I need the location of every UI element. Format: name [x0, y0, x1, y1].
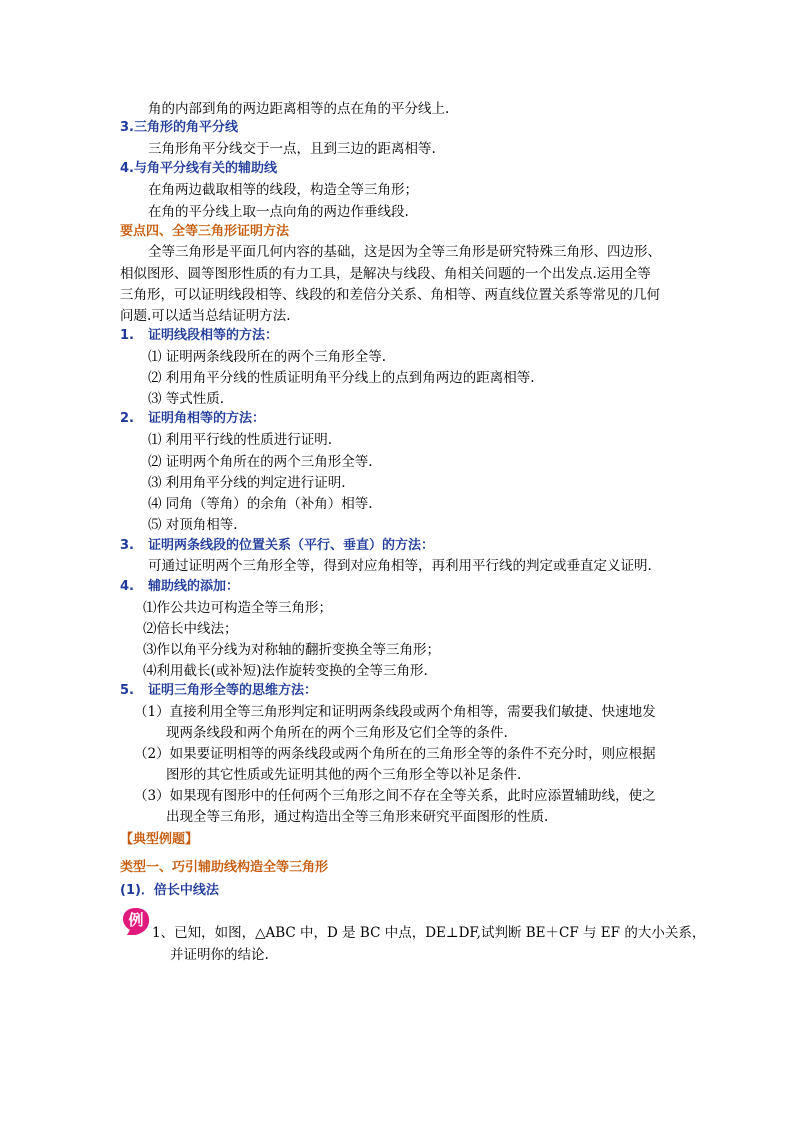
- type-heading: 类型一、巧引辅助线构造全等三角形: [120, 860, 329, 875]
- list-item: ⑸ 对顶角相等.: [148, 517, 238, 533]
- example-badge-icon: [121, 906, 151, 936]
- method-heading: 证明线段相等的方法：: [148, 328, 279, 343]
- paragraph-line: 相似图形、圆等图形性质的有力工具，是解决与线段、角相关问题的一个出发点.运用全等: [120, 266, 651, 282]
- list-item: ⑵ 利用角平分线的性质证明角平分线上的点到角两边的距离相等.: [148, 370, 535, 386]
- method-subheading: (1)．倍长中线法: [120, 883, 219, 898]
- list-item-continuation: 现两条线段和两个角所在的两个三角形及它们全等的条件.: [166, 725, 508, 741]
- list-item: ⑵ 证明两个角所在的两个三角形全等.: [148, 454, 373, 470]
- paragraph-line: 问题.可以适当总结证明方法.: [120, 308, 291, 324]
- question-line: 1、已知，如图，△ABC 中，D 是 BC 中点，DE⊥DF,试判断 BE＋CF 与 EF 的大小关系，: [152, 925, 706, 941]
- list-item: （3）如果现有图形中的任何两个三角形之间不存在全等关系，此时应添置辅助线，使之: [134, 788, 656, 804]
- method-heading: 证明两条线段的位置关系（平行、垂直）的方法：: [148, 538, 435, 553]
- text-line: 在角的平分线上取一点向角的两边作垂线段.: [148, 204, 409, 220]
- question-line: 并证明你的结论.: [170, 947, 269, 963]
- method-heading: 证明角相等的方法：: [148, 411, 266, 426]
- list-number: 3.: [120, 538, 134, 553]
- section-heading: 3.三角形的角平分线: [120, 120, 238, 135]
- list-number: 1.: [120, 328, 134, 343]
- key-point-heading: 要点四、全等三角形证明方法: [120, 224, 290, 239]
- list-item: ⑴作公共边可构造全等三角形；: [143, 600, 332, 616]
- list-number: 5.: [120, 683, 134, 698]
- list-item: ⑶ 利用角平分线的判定进行证明.: [148, 475, 346, 491]
- method-heading: 证明三角形全等的思维方法：: [148, 683, 318, 698]
- method-heading: 辅助线的添加：: [148, 579, 240, 594]
- list-item: ⑶作以角平分线为对称轴的翻折变换全等三角形；: [143, 642, 440, 658]
- list-item: ⑷ 同角（等角）的余角（补角）相等.: [148, 496, 373, 512]
- paragraph-line: 三角形，可以证明线段相等、线段的和差倍分关系、角相等、两直线位置关系等常见的几何: [120, 287, 660, 303]
- paragraph-line: 全等三角形是平面几何内容的基础，这是因为全等三角形是研究特殊三角形、四边形、: [148, 244, 661, 260]
- typical-examples-heading: 【典型例题】: [120, 832, 199, 847]
- list-item: ⑴ 利用平行线的性质进行证明.: [148, 432, 333, 448]
- list-item: （1）直接利用全等三角形判定和证明两条线段或两个角相等，需要我们敏捷、快速地发: [134, 704, 656, 720]
- list-item: ⑶ 等式性质.: [148, 391, 225, 407]
- text-line: 可通过证明两个三角形全等，得到对应角相等，再利用平行线的判定或垂直定义证明.: [148, 558, 652, 574]
- list-item: ⑵倍长中线法；: [143, 621, 238, 637]
- list-item: ⑷利用截长(或补短)法作旋转变换的全等三角形.: [143, 663, 428, 679]
- text-line: 三角形角平分线交于一点，且到三边的距离相等.: [148, 141, 436, 157]
- section-heading: 4.与角平分线有关的辅助线: [120, 161, 277, 176]
- text-line: 在角两边截取相等的线段，构造全等三角形；: [148, 182, 418, 198]
- text-line: 角的内部到角的两边距离相等的点在角的平分线上.: [148, 101, 450, 117]
- example-badge-label: 例: [128, 911, 144, 929]
- list-item: （2）如果要证明相等的两条线段或两个角所在的三角形全等的条件不充分时，则应根据: [134, 746, 656, 762]
- list-item: ⑴ 证明两条线段所在的两个三角形全等.: [148, 349, 387, 365]
- list-number: 2.: [120, 411, 134, 426]
- list-item-continuation: 出现全等三角形，通过构造出全等三角形来研究平面图形的性质.: [166, 809, 549, 825]
- list-item-continuation: 图形的其它性质或先证明其他的两个三角形全等以补足条件.: [166, 767, 522, 783]
- list-number: 4.: [120, 579, 134, 594]
